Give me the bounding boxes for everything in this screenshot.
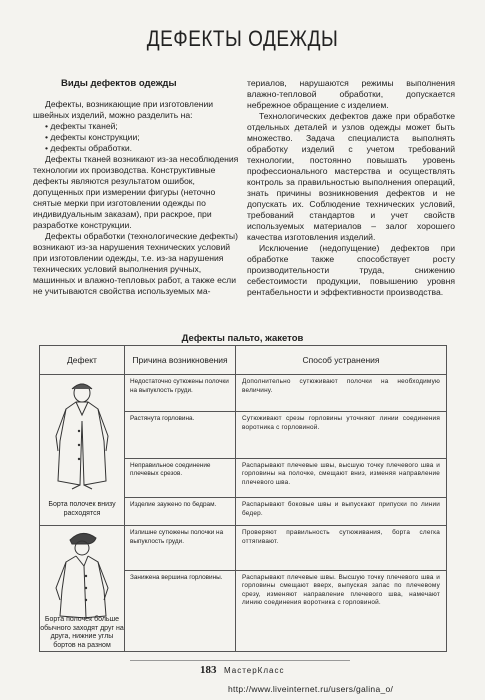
continued-paragraph: териалов, нарушаются режимы выполнения влажно-тепловой обработки, допускается небрежное обращение с изделием. bbox=[247, 78, 455, 110]
source-url-link[interactable]: http://www.liveinternet.ru/users/galina_o/ bbox=[228, 684, 394, 694]
cause-cell: Занижена вершина горловины. bbox=[125, 570, 236, 651]
defect-types-list bbox=[33, 121, 241, 154]
processing-defects-paragraph: Дефекты обработки (технологические дефекты) возникают из-за нарушения технических условий при изготовлении одежды, т.е. из-за нарушения технических условий выполнения ручных, машинных и влажно-тепловых работ, а также если не учитываются свойства используемых ма- bbox=[33, 231, 238, 296]
page-number: 183 bbox=[200, 664, 217, 676]
section-heading: Виды дефектов одежды bbox=[61, 78, 177, 89]
fix-cell: Сутюживают срезы горловины уточняют линии соединения воротника с горловиной. bbox=[236, 412, 447, 458]
table-row bbox=[40, 375, 447, 412]
defect-caption-2: Борта полочек больше обычного заходят друг на друга, нижние углы бортов на разном bbox=[40, 616, 124, 649]
cause-cell: Излишне сутюжены полочки на выпуклость груди. bbox=[125, 526, 236, 571]
cause-cell: Изделие заужено по бедрам. bbox=[125, 498, 236, 526]
cause-cell: Растянута горловина. bbox=[125, 412, 236, 458]
fix-cell: Распарывают боковые швы и выпускают припуски по линии бедер. bbox=[236, 498, 447, 526]
table-header-row bbox=[40, 346, 447, 375]
fix-cell: Распарывают плечевые швы. Высшую точку плечевого шва и горловины смещают вверх, выпуская запас по плечевому срезу, изменяют направление плечевого шва, намечают линию соединения воротника с горловиной. bbox=[236, 570, 447, 651]
exception-paragraph: Исключение (недопущение) дефектов при обработке также способствует росту производительности труда, снижению себестоимости продукции, повышению уровня рентабельности и эффективности производства. bbox=[247, 243, 455, 297]
right-column bbox=[247, 78, 455, 298]
page-title: ДЕФЕКТЫ ОДЕЖДЫ bbox=[135, 26, 351, 54]
fix-cell: Дополнительно сутюживают полочки на необходимую величину. bbox=[236, 375, 447, 412]
list-item: • дефекты обработки. bbox=[45, 143, 241, 154]
coat-sketch-1 bbox=[46, 381, 118, 491]
fix-cell: Проверяют правильность сутюживания, борта слегка оттягивают. bbox=[236, 526, 447, 571]
table-row bbox=[40, 526, 447, 571]
cause-cell: Недостаточно сутюжены полочки на выпуклость груди. bbox=[125, 375, 236, 412]
defect-caption-1: Борта полочек внизу расходятся bbox=[48, 501, 116, 517]
magazine-brand: МастерКласс bbox=[224, 666, 285, 675]
fabric-defects-paragraph: Дефекты тканей возникают из-за несоблюдения технологии их производства. Конструктивные дефекты являются результатом ошибок, допущенных при измерении фигуры (неточно снятые мерки при изготовлении одежды по индивидуальным заказам), при раскрое, при разработке конструкции. bbox=[33, 154, 239, 230]
technology-paragraph: Технологических дефектов даже при обработке отдельных деталей и узлов одежды может быть множество. Задача специалиста выполнять обработку изделий с учетом требований технологии, постоянно повышать уровень профессионального мастерства и осуществлять контроль за правильностью выполнения операций, знать причины возникновения дефектов и не допускать их. Соблюдение технических условий, требований стандартов и учет свойств используемых материалов – залог хорошего качества изготовления изделий. bbox=[247, 111, 455, 242]
title-bar bbox=[0, 28, 485, 52]
fix-cell: Распарывают плечевые швы, высшую точку плечевого шва и горловины на полочке, смещают вниз, изменяя направление плечевого шва. bbox=[236, 458, 447, 497]
footer-divider bbox=[130, 660, 350, 661]
defect-cell-2 bbox=[40, 526, 125, 652]
table-title: Дефекты пальто, жакетов bbox=[181, 333, 304, 344]
list-item: • дефекты конструкции; bbox=[45, 132, 241, 143]
defect-cell-1 bbox=[40, 375, 125, 526]
header-defect: Дефект bbox=[40, 346, 125, 375]
left-column bbox=[33, 78, 241, 297]
cause-cell: Неправильное соединение плечевых срезов. bbox=[125, 458, 236, 497]
coat-sketch-2 bbox=[46, 530, 118, 620]
header-fix: Способ устранения bbox=[236, 346, 447, 375]
header-cause: Причина возникновения bbox=[125, 346, 236, 375]
intro-paragraph: Дефекты, возникающие при изготовлении швейных изделий, можно разделить на: bbox=[33, 99, 214, 120]
defects-table bbox=[39, 345, 447, 652]
list-item: • дефекты тканей; bbox=[45, 121, 241, 132]
